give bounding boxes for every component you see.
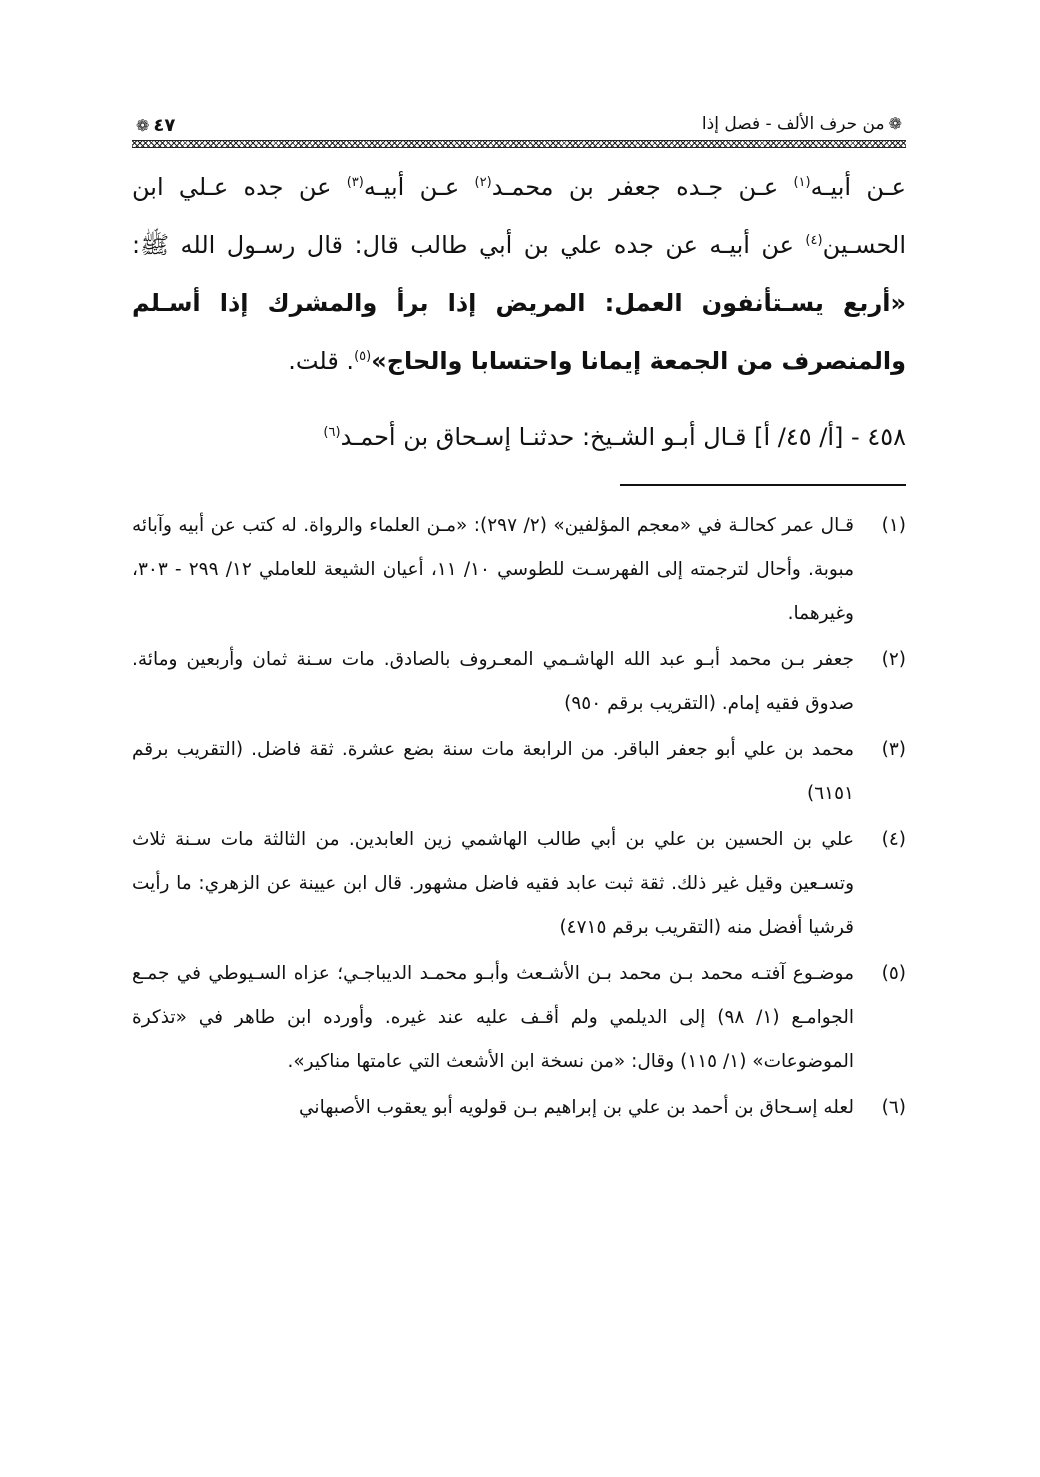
footnote-ref: (٣) — [346, 175, 364, 190]
text-run: عـن أبيـه — [810, 173, 906, 201]
header-ornamental-rule — [132, 140, 906, 148]
main-paragraph — [132, 158, 906, 390]
header-title-group — [702, 114, 906, 140]
hadith-number-line — [132, 408, 906, 466]
footnote-text: علي بن الحسين بن علي بن أبي طالب الهاشمي زين العابدين. من الثالثة مات سـنة ثلاث وتسـعين وقيل غير ذلك. ثقة ثبت عابد فقيه فاضل مشهور. قال ابن عيينة عن الزهري: ما رأيت قرشيا أفضل منه (التقريب برقم ٤٧١٥) — [132, 829, 854, 938]
text-run: عـن أبيـه — [363, 173, 475, 201]
running-header — [132, 100, 906, 140]
footnote-ref: (١) — [793, 175, 811, 190]
footnote-number: (٢) — [881, 649, 906, 670]
page-number-group — [132, 115, 175, 140]
footnotes — [132, 504, 906, 1132]
footnote-text: موضـوع آفتـه محمد بـن محمد بـن الأشـعث وأبـو محمـد الديباجـي؛ عزاه السـيوطي في جمـع الجوامـع (١/ ٩٨) إلى الديلمي ولم أقـف عليه عند غيره. وأورده ابن طاهر في «تذكرة الموضوعات» (١/ ١١٥) وقال: «من نسخة ابن الأشعث التي عامتها مناكير». — [132, 963, 854, 1072]
footnote-ref: (٤) — [805, 233, 823, 248]
text-run: عـن جـده جعفر بن محمـد — [491, 173, 794, 201]
footnote-number: (٥) — [881, 963, 906, 984]
footnote-number: (٣) — [881, 739, 906, 760]
text-run: ٤٥٨ - [أ/ ٤٥/ أ] قـال أبـو الشـيخ: حدثنـا إسـحاق بن أحمـد — [340, 423, 906, 451]
footnote — [132, 638, 906, 726]
hadith-text: «أربع يسـتأنفون العمل: المريض إذا برأ والمشرك إذا أسـلم والمنصرف من الجمعة إيمانا واحتسابا والحاج» — [132, 289, 906, 375]
text-run: عن أبيـه عن جده علي بن أبي طالب قال: قال رسـول الله ﷺ: — [132, 231, 806, 259]
footnote-number: (٦) — [881, 1097, 906, 1118]
footnote-number: (١) — [881, 515, 906, 536]
footnote-ref: (٦) — [323, 425, 341, 440]
footnote-number: (٤) — [881, 829, 906, 850]
footnote-text: قـال عمر كحالـة في «معجم المؤلفين» (٢/ ٢٩٧): «مـن العلماء والرواة. له كتب عن أبيه وآبائه مبوبة. وأحال لترجمته إلى الفهرسـت للطوسي ١٠/ ١١، أعيان الشيعة للعاملي ١٢/ ٢٩٩ - ٣٠٣، وغيرهما. — [132, 515, 854, 624]
footnote — [132, 952, 906, 1084]
header-title: من حرف الألف - فصل إذا — [701, 114, 885, 134]
footnote — [132, 1086, 906, 1130]
footnote-text: لعله إسـحاق بن أحمد بن علي بن إبراهيم بـن قولويه أبو يعقوب الأصبهاني — [299, 1097, 854, 1118]
text-run: . قلت. — [288, 347, 355, 375]
main-text — [132, 158, 906, 390]
footnote-ref: (٥) — [354, 349, 372, 364]
page-number: ٤٧ — [153, 115, 176, 136]
ornament-icon: ❁ — [136, 116, 150, 135]
footnote-ref: (٢) — [474, 175, 492, 190]
footnote-text: جعفر بـن محمد أبـو عبد الله الهاشـمي المعـروف بالصادق. مات سـنة ثمان وأربعين ومائة. صدوق فقيه إمام. (التقريب برقم ٩٥٠) — [132, 649, 854, 714]
ornament-icon: ❁ — [888, 114, 902, 133]
footnote-divider — [620, 484, 906, 486]
footnote — [132, 818, 906, 950]
footnote — [132, 728, 906, 816]
footnote — [132, 504, 906, 636]
footnote-text: محمد بن علي أبو جعفر الباقر. من الرابعة مات سنة بضع عشرة. ثقة فاضل. (التقريب برقم ٦١٥١) — [132, 739, 854, 804]
text-run: عن جده عـلي ابن الحسـين — [132, 173, 906, 259]
